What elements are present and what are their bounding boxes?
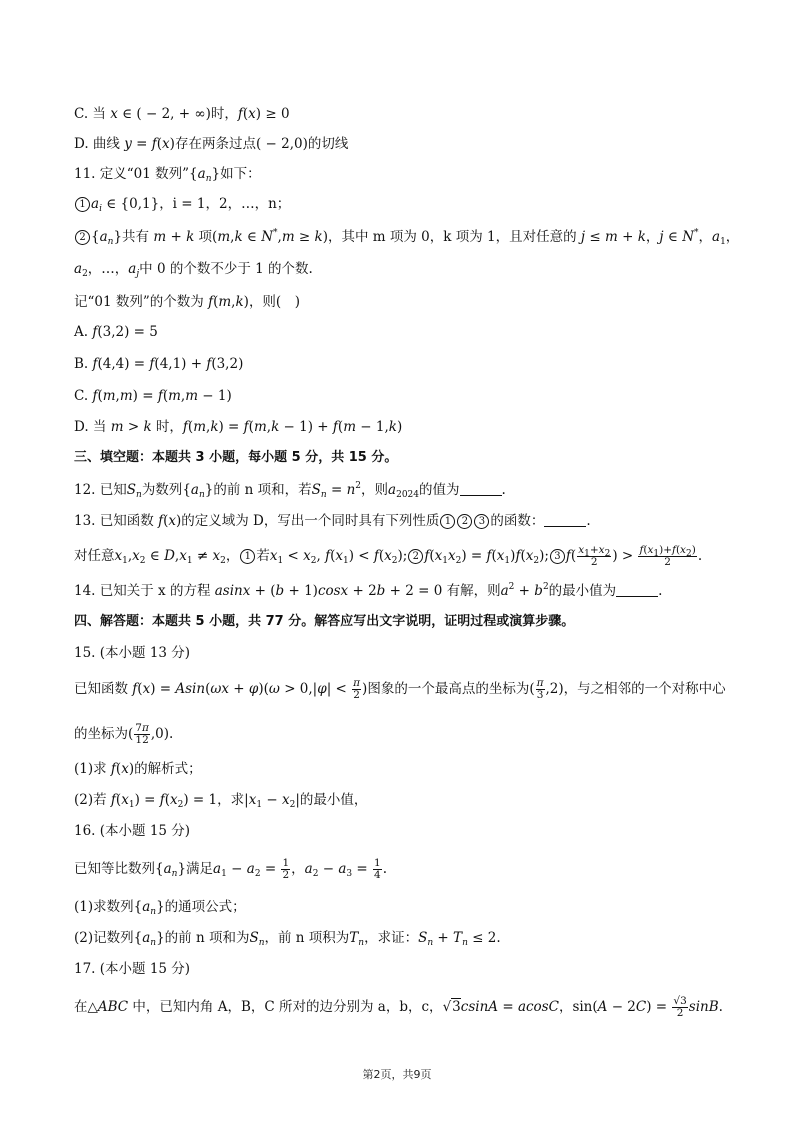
q16-stem: 已知等比数列$\{a_n\}$满足$a_1 - a_2$ = $\frac{1}{2}$ ，$a_2 - a_3$ = $\frac{1}{4}$ . xyxy=(74,857,388,881)
q13-properties: 对任意$x_1,x_2$ ∈ $D,x_1 \ne x_2$， 1 若$x_1 < x_2$, $f(x_1) < f(x_2)$; 2 $f(x_1x_2) = f(x_1)f(x_2)$; 3 f( $\frac{x_1+x_2}{2}$ ) > $\frac{f(x_1)+f(x_2)}{2}$ . xyxy=(74,544,703,568)
q12: 12. 已知$S_n$为数列$\{a_n\}$的前 n 项和，若$S_n = n^2$，则$a_{2024}$的值为 . xyxy=(74,481,506,500)
q11-stem: 11. 定义“01 数列$”\{a_n\}$如下： xyxy=(74,166,261,184)
q16-part-1: (1)求数列$\{a_n\}$的通项公式； xyxy=(74,899,246,917)
q17-heading: 17. (本小题 15 分) xyxy=(74,961,191,977)
section-4-heading: 四、解答题：本题共 5 小题，共 77 分。解答应写出文字说明，证明过程或演算步骤。 xyxy=(74,614,575,629)
q11-note: 记“01 数列”的个数为 f(m,k)，则( ) xyxy=(74,294,300,310)
q16-heading: 16. (本小题 15 分) xyxy=(74,823,191,839)
q14: 14. 已知关于 x 的方程 asinx + (b + 1)cosx + 2b + 2 = 0 有解，则$a^2 + b^2$的最小值为 . xyxy=(74,582,663,599)
q11-option-a: A. f(3,2) = 5 xyxy=(74,324,158,340)
answer-blank xyxy=(460,483,502,496)
q15-part-2: (2)若 $f(x_1) = f(x_2) = 1$，求$|x_1 - x_2|$的最小值， xyxy=(74,792,368,810)
answer-blank xyxy=(544,514,586,527)
q11-option-b: B. f(4,4) = f(4,1) + f(3,2) xyxy=(74,356,244,372)
q10-option-d: D. 曲线 y = f(x)存在两条过点( − 2,0)的切线 xyxy=(74,136,349,152)
answer-blank xyxy=(616,584,658,597)
q15-heading: 15. (本小题 13 分) xyxy=(74,645,191,661)
q11-condition-2-line2: $a_2$，…，$a_j$中 0 的个数不少于 1 的个数. xyxy=(74,261,313,279)
section-3-heading: 三、填空题：本题共 3 小题，每小题 5 分，共 15 分。 xyxy=(74,450,398,465)
q11-condition-1: 1 $a_i$ ∈ {0,1}，i = 1，2，…，n； xyxy=(74,194,734,214)
page-footer: 第2页，共9页 xyxy=(362,1068,432,1081)
q13: 13. 已知函数 f(x)的定义域为 D，写出一个同时具有下列性质 1 2 3 的函数： . xyxy=(74,513,591,529)
q15-part-1: (1)求 f(x)的解析式； xyxy=(74,761,202,777)
q10-option-c: C. 当 x ∈ ( − 2, + ∞)时，f(x) ≥ 0 xyxy=(74,106,290,122)
q11-option-d: D. 当 m > k 时，f(m,k) = f(m,k − 1) + f(m − 1,k) xyxy=(74,419,403,435)
q16-part-2: (2)记数列$\{a_n\}$的前 n 项和为$S_n$，前 n 项积为$T_n$，求证：$S_n + T_n \le 2$. xyxy=(74,930,501,948)
q11-condition-2: 2 $\{a_n\}$共有 m + k 项(m,k ∈ N*,m ≥ k)，其中 m 项为 0，k 项为 1，且对任意的 j ≤ m + k，j ∈ N*，$a_1$， xyxy=(74,227,734,247)
q17-stem: 在△ABC 中，已知内角 A，B，C 所对的边分别为 a，b，c，√3csinA = acosC，sin(A − 2C) = $\frac{√3}{2}$ sinB. xyxy=(74,995,723,1019)
q15-stem-line2: 的坐标为( $\frac{7\pi}{12}$ ,0). xyxy=(74,722,174,746)
q15-stem: 已知函数 f(x) = Asin(ωx + φ)(ω > 0,|φ| < $\frac{\pi}{2}$ )图象的一个最高点的坐标为( $\frac{\pi}{3}$ ,2)，与之相邻的一个对称中心 xyxy=(74,677,726,701)
q11-option-c: C. f(m,m) = f(m,m − 1) xyxy=(74,388,232,404)
